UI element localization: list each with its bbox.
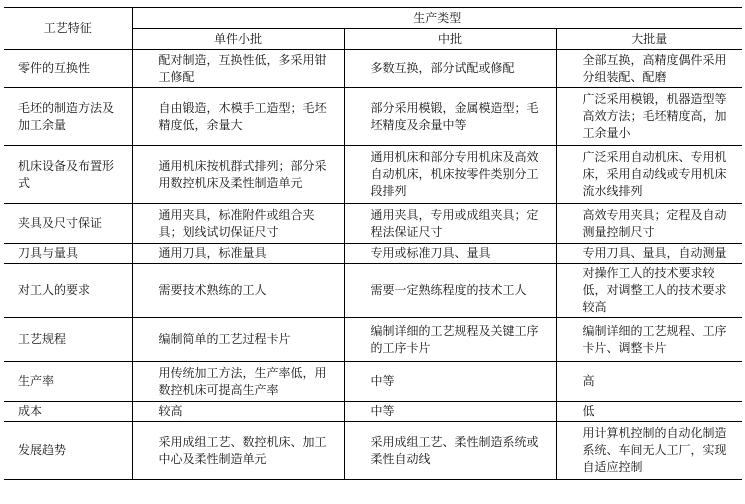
feature-cell: 刀具与量具 [4, 244, 132, 264]
medium-batch-cell: 多数互换，部分试配或修配 [344, 50, 556, 88]
feature-cell: 成本 [4, 402, 132, 422]
feature-cell: 生产率 [4, 362, 132, 402]
column-header-mass: 大批量 [556, 29, 742, 50]
table-row [4, 244, 742, 264]
medium-batch-cell: 编制详细的工艺规程及关键工序的工序卡片 [344, 318, 556, 362]
table-row [4, 146, 742, 204]
feature-cell: 机床设备及布置形式 [4, 146, 132, 204]
single-batch-cell: 配对制造，互换性低，多采用钳工修配 [132, 50, 344, 88]
table-row [4, 264, 742, 318]
production-type-table [4, 7, 742, 480]
feature-cell: 对工人的要求 [4, 264, 132, 318]
feature-cell: 发展趋势 [4, 422, 132, 480]
table-row [4, 402, 742, 422]
table-row [4, 318, 742, 362]
mass-production-cell: 高效专用夹具；定程及自动测量控制尺寸 [556, 204, 742, 244]
single-batch-cell: 用传统加工方法，生产率低，用数控机床可提高生产率 [132, 362, 344, 402]
mass-production-cell: 低 [556, 402, 742, 422]
feature-cell: 工艺规程 [4, 318, 132, 362]
mass-production-cell: 用计算机控制的自动化制造系统、车间无人工厂，实现自适应控制 [556, 422, 742, 480]
mass-production-cell: 广泛采用自动机床、专用机床，采用自动线或专用机床流水线排列 [556, 146, 742, 204]
table-row [4, 362, 742, 402]
feature-cell: 夹具及尺寸保证 [4, 204, 132, 244]
feature-cell: 毛坯的制造方法及加工余量 [4, 88, 132, 146]
medium-batch-cell: 中等 [344, 362, 556, 402]
single-batch-cell: 需要技术熟练的工人 [132, 264, 344, 318]
single-batch-cell: 通用刀具，标准量具 [132, 244, 344, 264]
mass-production-cell: 编制详细的工艺规程、工序卡片、调整卡片 [556, 318, 742, 362]
column-header-medium: 中批 [344, 29, 556, 50]
feature-cell: 零件的互换性 [4, 50, 132, 88]
single-batch-cell: 采用成组工艺、数控机床、加工中心及柔性制造单元 [132, 422, 344, 480]
table-row [4, 88, 742, 146]
single-batch-cell: 编制简单的工艺过程卡片 [132, 318, 344, 362]
single-batch-cell: 较高 [132, 402, 344, 422]
mass-production-cell: 对操作工人的技术要求较低，对调整工人的技术要求较高 [556, 264, 742, 318]
medium-batch-cell: 专用或标准刀具、量具 [344, 244, 556, 264]
medium-batch-cell: 通用机床和部分专用机床及高效自动机床，机床按零件类别分工段排列 [344, 146, 556, 204]
mass-production-cell: 高 [556, 362, 742, 402]
column-header-single: 单件小批 [132, 29, 344, 50]
medium-batch-cell: 通用夹具，专用或成组夹具；定程法保证尺寸 [344, 204, 556, 244]
medium-batch-cell: 中等 [344, 402, 556, 422]
mass-production-cell: 全部互换，高精度偶件采用分组装配、配磨 [556, 50, 742, 88]
table-row [4, 422, 742, 480]
medium-batch-cell: 部分采用模锻，金属模造型；毛坯精度及余量中等 [344, 88, 556, 146]
medium-batch-cell: 需要一定熟练程度的技术工人 [344, 264, 556, 318]
medium-batch-cell: 采用成组工艺、柔性制造系统或柔性自动线 [344, 422, 556, 480]
mass-production-cell: 专用刀具、量具，自动测量 [556, 244, 742, 264]
production-type-header: 生产类型 [132, 8, 742, 29]
table-row [4, 204, 742, 244]
table-row [4, 50, 742, 88]
single-batch-cell: 通用机床按机群式排列；部分采用数控机床及柔性制造单元 [132, 146, 344, 204]
feature-column-header: 工艺特征 [4, 8, 132, 50]
single-batch-cell: 自由锻造，木模手工造型；毛坯精度低，余量大 [132, 88, 344, 146]
header-row-top [4, 8, 742, 29]
single-batch-cell: 通用夹具，标准附件或组合夹具；划线试切保证尺寸 [132, 204, 344, 244]
mass-production-cell: 广泛采用模锻，机器造型等高效方法；毛坯精度高，加工余量小 [556, 88, 742, 146]
